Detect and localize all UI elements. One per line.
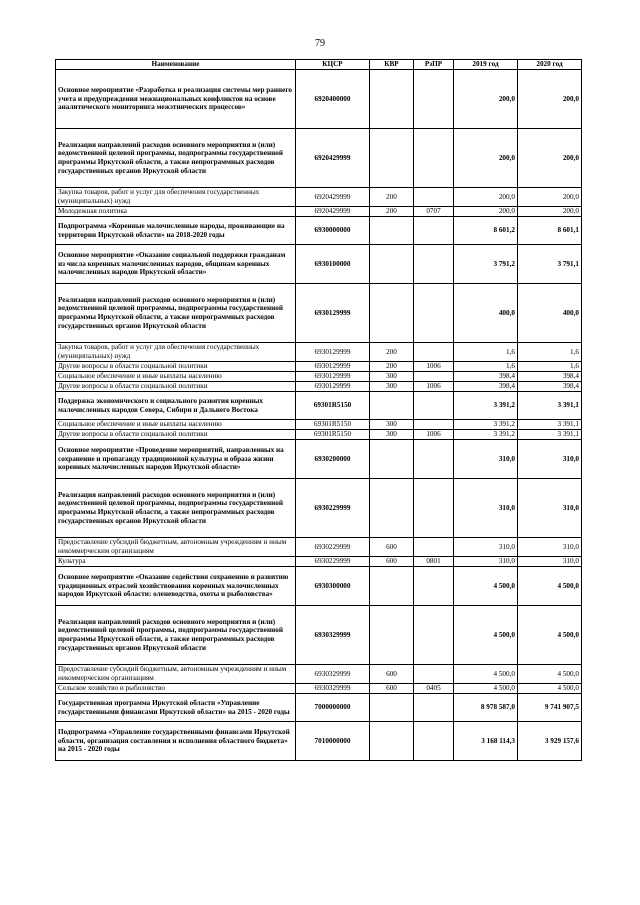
cell-2019: 310,0 xyxy=(454,440,518,479)
cell-name: Подпрограмма «Коренные малочисленные народы, проживающие на территории Иркутской области» на 2018-2020 годы xyxy=(56,217,296,245)
cell-kcsr: 6930129999 xyxy=(296,362,370,372)
header-2019: 2019 год xyxy=(454,60,518,70)
table-row xyxy=(56,722,582,761)
cell-kcsr: 6930229999 xyxy=(296,538,370,557)
cell-2020: 400,0 xyxy=(518,284,582,343)
cell-rzpr xyxy=(414,284,454,343)
cell-2019: 4 500,0 xyxy=(454,567,518,606)
table-row xyxy=(56,217,582,245)
cell-name: Основное мероприятие «Разработка и реализация системы мер раннего учета и предупреждения межнациональных конфликтов на основе аналитического мониторинга межэтнических процессов» xyxy=(56,70,296,129)
cell-kcsr: 6930300000 xyxy=(296,567,370,606)
cell-rzpr xyxy=(414,694,454,722)
cell-name: Социальное обеспечение и иные выплаты населению xyxy=(56,372,296,382)
cell-kcsr: 6930229999 xyxy=(296,557,370,567)
cell-name: Реализация направлений расходов основного мероприятия и (или) ведомственной целевой программы, подпрограммы государственной программы Иркутской области, а также непрограммных расходов государственных органов Иркутской области xyxy=(56,129,296,188)
cell-name: Другие вопросы в области социальной политики xyxy=(56,382,296,392)
cell-name: Сельское хозяйство и рыболовство xyxy=(56,684,296,694)
cell-rzpr xyxy=(414,188,454,207)
cell-kcsr: 6930129999 xyxy=(296,284,370,343)
cell-2019: 200,0 xyxy=(454,70,518,129)
cell-2019: 3 391,2 xyxy=(454,420,518,430)
cell-2019: 200,0 xyxy=(454,188,518,207)
cell-rzpr xyxy=(414,440,454,479)
cell-kcsr: 6930329999 xyxy=(296,684,370,694)
cell-2019: 200,0 xyxy=(454,207,518,217)
cell-name: Реализация направлений расходов основного мероприятия и (или) ведомственной целевой программы, подпрограммы государственной программы Иркутской области, а также непрограммных расходов государственных органов Иркутской области xyxy=(56,284,296,343)
cell-2020: 8 601,1 xyxy=(518,217,582,245)
cell-kvr xyxy=(370,440,414,479)
header-kcsr: КЦСР xyxy=(296,60,370,70)
cell-kvr xyxy=(370,245,414,284)
cell-rzpr xyxy=(414,372,454,382)
cell-name: Культура xyxy=(56,557,296,567)
cell-name: Реализация направлений расходов основного мероприятия и (или) ведомственной целевой программы, подпрограммы государственной программы Иркутской области, а также непрограммных расходов государственных органов Иркутской области xyxy=(56,606,296,665)
cell-2019: 3 791,2 xyxy=(454,245,518,284)
cell-2019: 3 391,2 xyxy=(454,430,518,440)
cell-2020: 398,4 xyxy=(518,372,582,382)
cell-name: Другие вопросы в области социальной политики xyxy=(56,430,296,440)
cell-rzpr xyxy=(414,420,454,430)
cell-2019: 4 500,0 xyxy=(454,606,518,665)
cell-rzpr xyxy=(414,722,454,761)
table-row xyxy=(56,129,582,188)
cell-kcsr: 6930129999 xyxy=(296,372,370,382)
cell-name: Основное мероприятие «Оказание социальной поддержки гражданам из числа коренных малочисленных народов, общинам коренных малочисленных народов Иркутской области» xyxy=(56,245,296,284)
cell-2020: 398,4 xyxy=(518,382,582,392)
cell-kcsr: 6920429999 xyxy=(296,207,370,217)
cell-rzpr xyxy=(414,245,454,284)
table-row xyxy=(56,382,582,392)
cell-kcsr: 6920429999 xyxy=(296,129,370,188)
cell-kvr: 200 xyxy=(370,207,414,217)
cell-kvr: 600 xyxy=(370,684,414,694)
cell-rzpr: 0707 xyxy=(414,207,454,217)
cell-2020: 310,0 xyxy=(518,440,582,479)
table-header-row xyxy=(56,60,582,70)
table-row xyxy=(56,684,582,694)
table-row xyxy=(56,392,582,420)
cell-rzpr: 1006 xyxy=(414,362,454,372)
cell-kcsr: 6930000000 xyxy=(296,217,370,245)
table-row xyxy=(56,665,582,684)
cell-2020: 4 500,0 xyxy=(518,665,582,684)
table-row xyxy=(56,343,582,362)
cell-rzpr: 1006 xyxy=(414,430,454,440)
cell-kvr xyxy=(370,694,414,722)
cell-rzpr xyxy=(414,343,454,362)
table-row xyxy=(56,245,582,284)
cell-rzpr: 0405 xyxy=(414,684,454,694)
table-row xyxy=(56,479,582,538)
cell-rzpr xyxy=(414,665,454,684)
cell-kcsr: 6930229999 xyxy=(296,479,370,538)
cell-name: Основное мероприятие «Проведение мероприятий, направленных на сохранение и пропаганду традиционной культуры и образа жизни коренных малочисленных народов Иркутской области» xyxy=(56,440,296,479)
budget-table xyxy=(55,59,582,761)
cell-kvr xyxy=(370,217,414,245)
cell-2019: 8 601,2 xyxy=(454,217,518,245)
table-row xyxy=(56,420,582,430)
cell-2019: 310,0 xyxy=(454,479,518,538)
cell-2020: 4 500,0 xyxy=(518,567,582,606)
cell-kvr: 600 xyxy=(370,557,414,567)
cell-2019: 310,0 xyxy=(454,557,518,567)
cell-2020: 310,0 xyxy=(518,538,582,557)
table-body xyxy=(56,70,582,761)
table-row xyxy=(56,70,582,129)
cell-2020: 200,0 xyxy=(518,207,582,217)
cell-rzpr xyxy=(414,606,454,665)
cell-name: Основное мероприятие «Оказание содействия сохранению и развитию традиционных отраслей хозяйствования коренных малочисленных народов Иркутской области: оленеводства, охоты и рыболовства» xyxy=(56,567,296,606)
cell-kcsr: 6930329999 xyxy=(296,665,370,684)
cell-kcsr: 6920429999 xyxy=(296,188,370,207)
cell-kvr: 300 xyxy=(370,372,414,382)
table-row xyxy=(56,557,582,567)
cell-kvr: 300 xyxy=(370,382,414,392)
table-row xyxy=(56,440,582,479)
cell-2020: 3 791,1 xyxy=(518,245,582,284)
cell-2020: 4 500,0 xyxy=(518,684,582,694)
cell-2019: 400,0 xyxy=(454,284,518,343)
cell-rzpr: 0801 xyxy=(414,557,454,567)
cell-2020: 310,0 xyxy=(518,557,582,567)
cell-kcsr: 7000000000 xyxy=(296,694,370,722)
cell-2020: 1,6 xyxy=(518,343,582,362)
cell-kvr xyxy=(370,70,414,129)
cell-2020: 3 929 157,6 xyxy=(518,722,582,761)
cell-kvr: 200 xyxy=(370,362,414,372)
cell-2020: 310,0 xyxy=(518,479,582,538)
cell-name: Реализация направлений расходов основного мероприятия и (или) ведомственной целевой программы, подпрограммы государственной программы Иркутской области, а также непрограммных расходов государственных органов Иркутской области xyxy=(56,479,296,538)
cell-kvr xyxy=(370,722,414,761)
cell-rzpr xyxy=(414,70,454,129)
table-row xyxy=(56,430,582,440)
cell-2019: 200,0 xyxy=(454,129,518,188)
cell-rzpr xyxy=(414,392,454,420)
header-2020: 2020 год xyxy=(518,60,582,70)
table-row xyxy=(56,567,582,606)
cell-name: Государственная программа Иркутской области «Управление государственными финансами Иркутской области» на 2015 - 2020 годы xyxy=(56,694,296,722)
header-kvr: КВР xyxy=(370,60,414,70)
cell-kcsr: 69301R5150 xyxy=(296,430,370,440)
cell-2020: 3 391,1 xyxy=(518,392,582,420)
cell-name: Предоставление субсидий бюджетным, автономным учреждениям и иным некоммерческим организациям xyxy=(56,665,296,684)
cell-2019: 1,6 xyxy=(454,343,518,362)
cell-2020: 9 741 907,5 xyxy=(518,694,582,722)
cell-2020: 200,0 xyxy=(518,70,582,129)
cell-kcsr: 69301R5150 xyxy=(296,392,370,420)
cell-name: Подпрограмма «Управление государственными финансами Иркутской области, организация составления и исполнения областного бюджета» на 2015 - 2020 годы xyxy=(56,722,296,761)
cell-2019: 1,6 xyxy=(454,362,518,372)
cell-2019: 3 168 114,3 xyxy=(454,722,518,761)
header-name: Наименование xyxy=(56,60,296,70)
cell-kvr: 600 xyxy=(370,665,414,684)
cell-kvr xyxy=(370,479,414,538)
cell-rzpr: 1006 xyxy=(414,382,454,392)
page-number: 79 xyxy=(315,38,325,49)
table-row xyxy=(56,207,582,217)
cell-name: Социальное обеспечение и иные выплаты населению xyxy=(56,420,296,430)
cell-2019: 4 500,0 xyxy=(454,684,518,694)
table-row xyxy=(56,188,582,207)
cell-kvr xyxy=(370,606,414,665)
cell-name: Закупка товаров, работ и услуг для обеспечения государственных (муниципальных) нужд xyxy=(56,343,296,362)
cell-2019: 398,4 xyxy=(454,382,518,392)
table-row xyxy=(56,694,582,722)
cell-rzpr xyxy=(414,217,454,245)
table-row xyxy=(56,606,582,665)
cell-kvr: 300 xyxy=(370,420,414,430)
cell-rzpr xyxy=(414,129,454,188)
cell-kcsr: 7010000000 xyxy=(296,722,370,761)
cell-2019: 4 500,0 xyxy=(454,665,518,684)
cell-rzpr xyxy=(414,567,454,606)
cell-2020: 1,6 xyxy=(518,362,582,372)
cell-kvr: 600 xyxy=(370,538,414,557)
cell-2019: 310,0 xyxy=(454,538,518,557)
cell-2020: 3 391,1 xyxy=(518,420,582,430)
cell-name: Предоставление субсидий бюджетным, автономным учреждениям и иным некоммерческим организациям xyxy=(56,538,296,557)
cell-kcsr: 6930129999 xyxy=(296,343,370,362)
cell-kvr xyxy=(370,392,414,420)
cell-kvr: 300 xyxy=(370,430,414,440)
cell-kvr xyxy=(370,129,414,188)
cell-2019: 8 978 587,0 xyxy=(454,694,518,722)
cell-kvr: 200 xyxy=(370,343,414,362)
cell-rzpr xyxy=(414,479,454,538)
cell-kcsr: 6930200000 xyxy=(296,440,370,479)
cell-rzpr xyxy=(414,538,454,557)
cell-kcsr: 6920400000 xyxy=(296,70,370,129)
cell-name: Закупка товаров, работ и услуг для обеспечения государственных (муниципальных) нужд xyxy=(56,188,296,207)
table-row xyxy=(56,538,582,557)
cell-2019: 398,4 xyxy=(454,372,518,382)
cell-kcsr: 6930129999 xyxy=(296,382,370,392)
cell-kvr xyxy=(370,567,414,606)
cell-2019: 3 391,2 xyxy=(454,392,518,420)
cell-2020: 3 391,1 xyxy=(518,430,582,440)
cell-2020: 4 500,0 xyxy=(518,606,582,665)
table-row xyxy=(56,362,582,372)
cell-kvr: 200 xyxy=(370,188,414,207)
cell-2020: 200,0 xyxy=(518,129,582,188)
header-rzpr: РзПР xyxy=(414,60,454,70)
cell-name: Молодежная политика xyxy=(56,207,296,217)
cell-kcsr: 69301R5150 xyxy=(296,420,370,430)
cell-kcsr: 6930329999 xyxy=(296,606,370,665)
cell-kcsr: 6930100000 xyxy=(296,245,370,284)
cell-2020: 200,0 xyxy=(518,188,582,207)
cell-kvr xyxy=(370,284,414,343)
cell-name: Другие вопросы в области социальной политики xyxy=(56,362,296,372)
cell-name: Поддержка экономического и социального развития коренных малочисленных народов Севера, Сибири и Дальнего Востока xyxy=(56,392,296,420)
table-row xyxy=(56,372,582,382)
table-row xyxy=(56,284,582,343)
